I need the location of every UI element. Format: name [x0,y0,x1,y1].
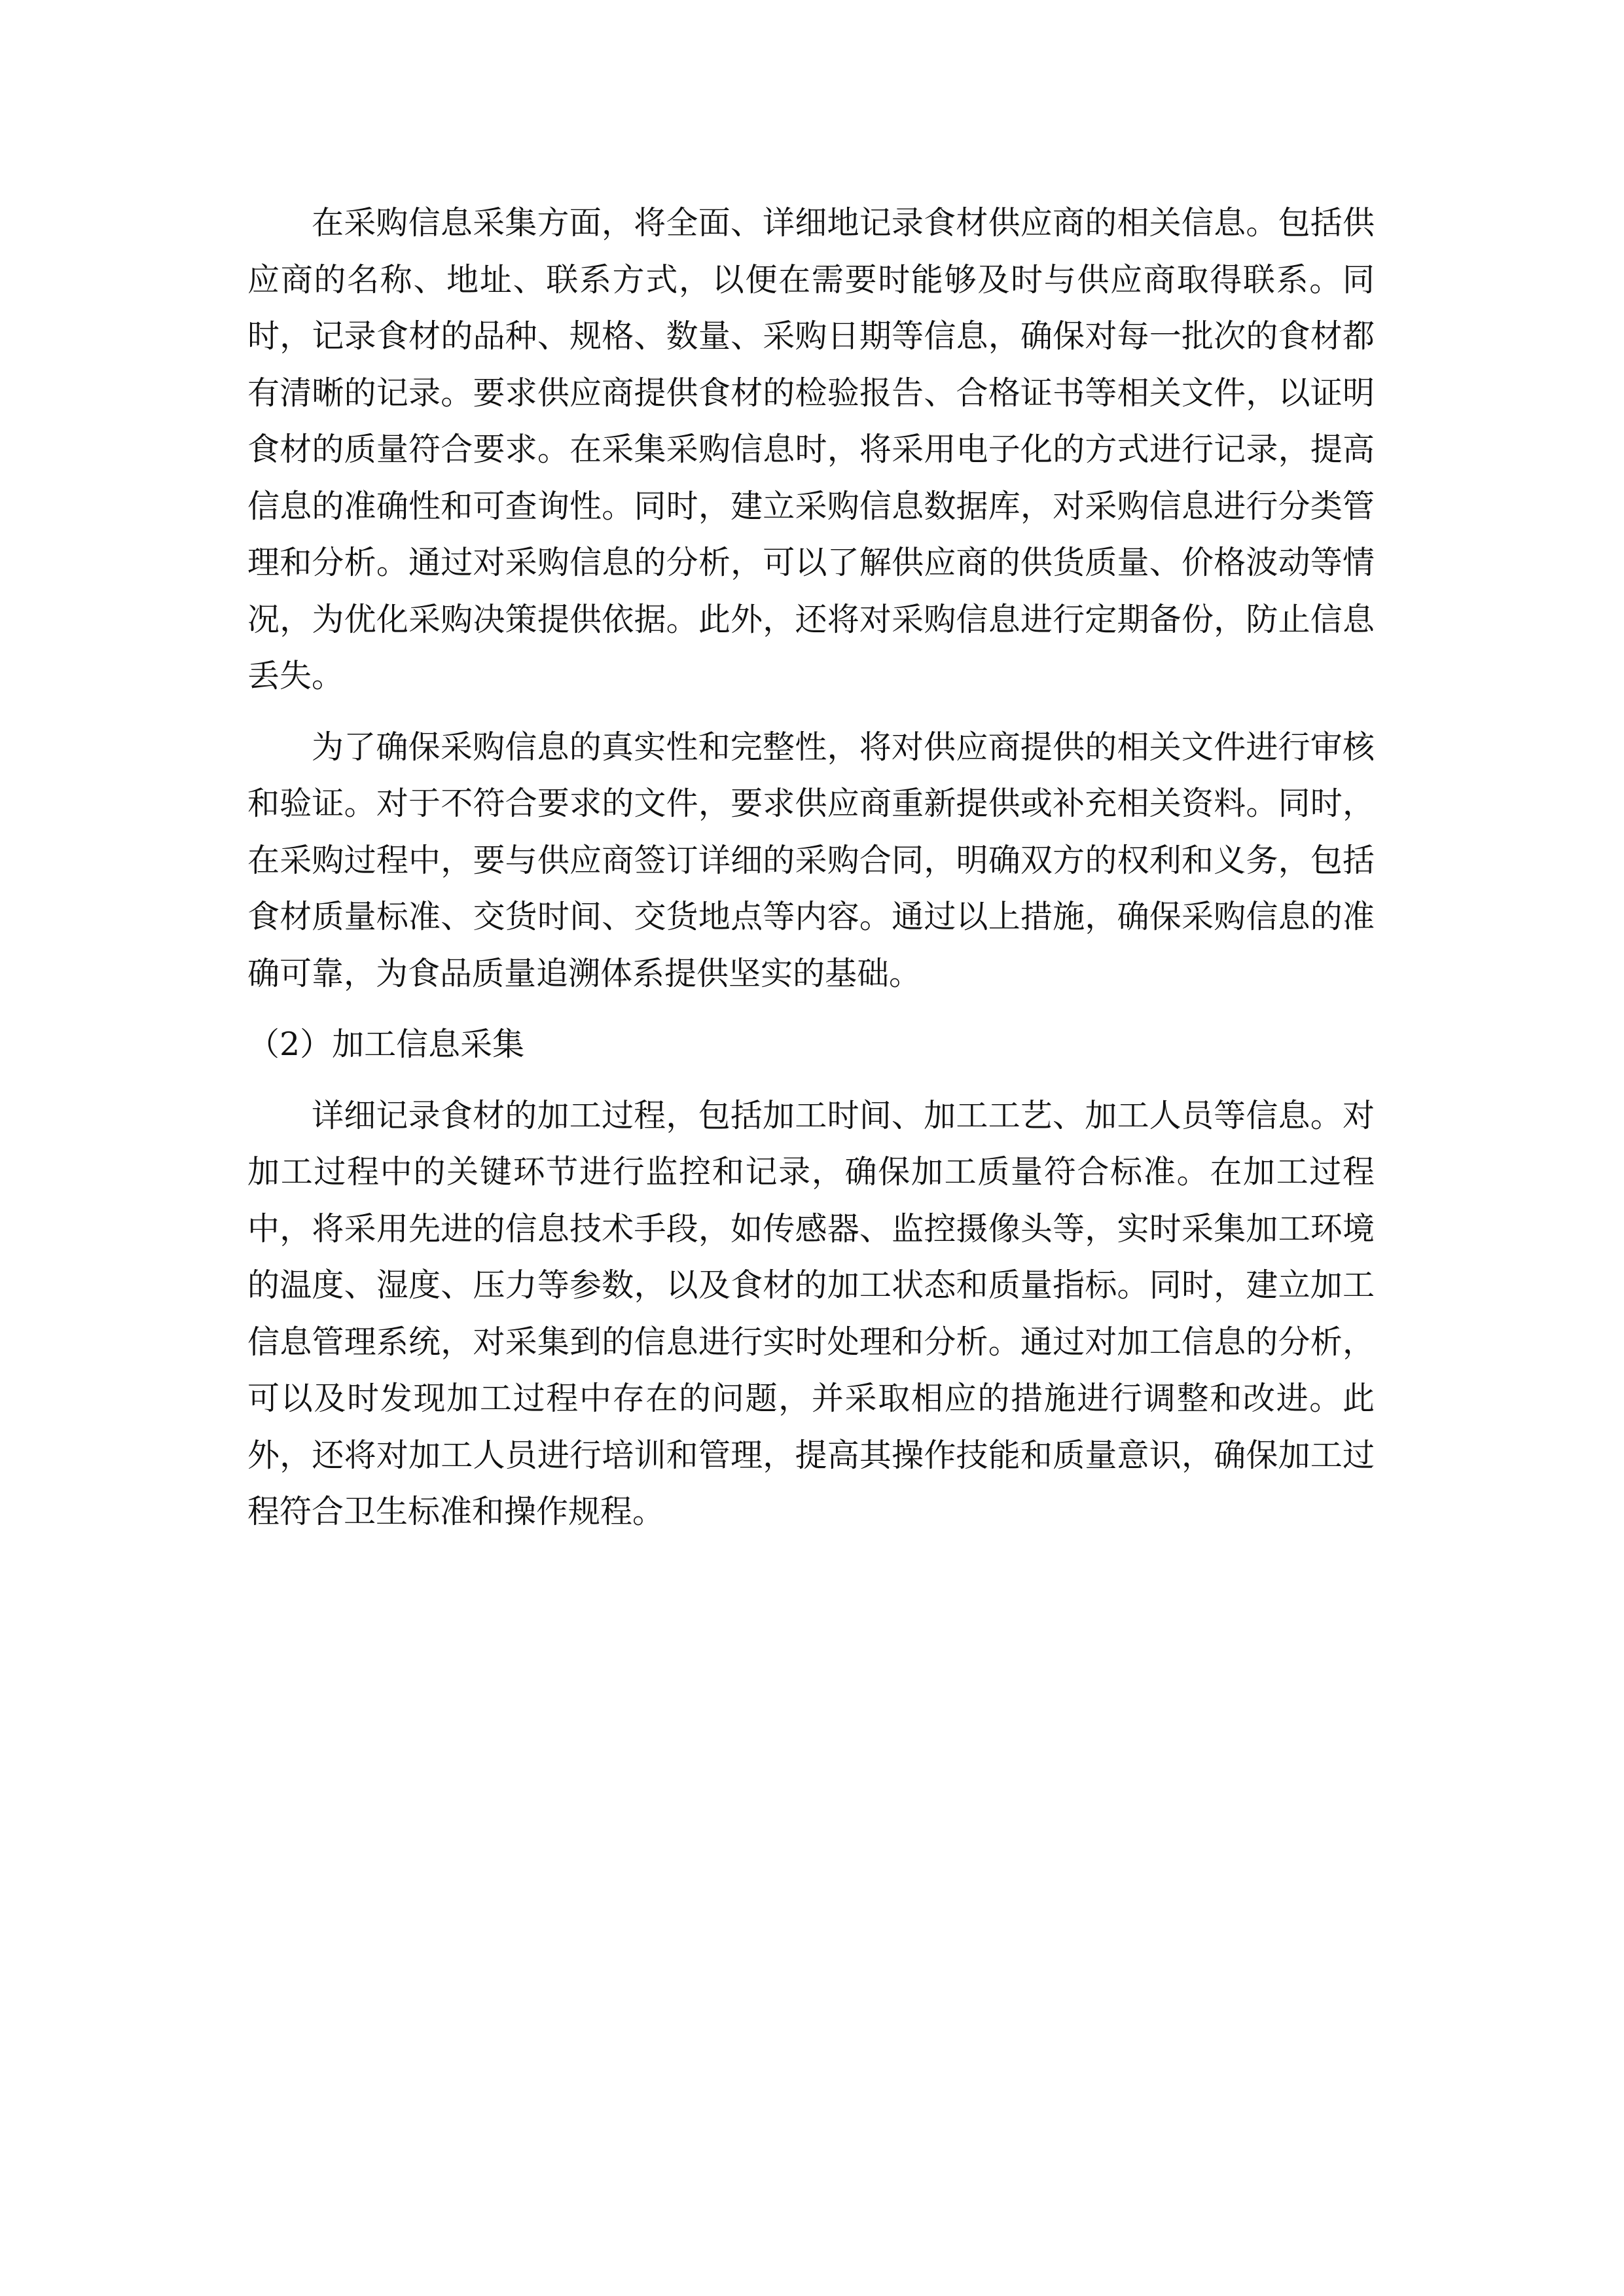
paragraph-processing-collection: 详细记录食材的加工过程，包括加工时间、加工工艺、加工人员等信息。对加工过程中的关键环节进行监控和记录，确保加工质量符合标准。在加工过程中，将采用先进的信息技术手段，如传感器、监控摄像头等，实时采集加工环境的温度、湿度、压力等参数，以及食材的加工状态和质量指标。同时，建立加工信息管理系统，对采集到的信息进行实时处理和分析。通过对加工信息的分析，可以及时发现加工过程中存在的问题，并采取相应的措施进行调整和改进。此外，还将对加工人员进行培训和管理，提高其操作技能和质量意识，确保加工过程符合卫生标准和操作规程。 [247,1096,1375,1530]
paragraph-procurement-verification: 为了确保采购信息的真实性和完整性，将对供应商提供的相关文件进行审核和验证。对于不符合要求的文件，要求供应商重新提供或补充相关资料。同时，在采购过程中，要与供应商签订详细的采购合同，明确双方的权利和义务，包括食材质量标准、交货时间、交货地点等内容。通过以上措施，确保采购信息的准确可靠，为食品质量追溯体系提供坚实的基础。 [247,728,1375,992]
body-text [247,195,1375,1555]
paragraph-procurement-collection: 在采购信息采集方面，将全面、详细地记录食材供应商的相关信息。包括供应商的名称、地址、联系方式，以便在需要时能够及时与供应商取得联系。同时，记录食材的品种、规格、数量、采购日期等信息，确保对每一批次的食材都有清晰的记录。要求供应商提供食材的检验报告、合格证书等相关文件，以证明食材的质量符合要求。在采集采购信息时，将采用电子化的方式进行记录，提高信息的准确性和可查询性。同时，建立采购信息数据库，对采购信息进行分类管理和分析。通过对采购信息的分析，可以了解供应商的供货质量、价格波动等情况，为优化采购决策提供依据。此外，还将对采购信息进行定期备份，防止信息丢失。 [247,204,1375,694]
section-heading-processing: （2）加工信息采集 [247,1026,525,1063]
